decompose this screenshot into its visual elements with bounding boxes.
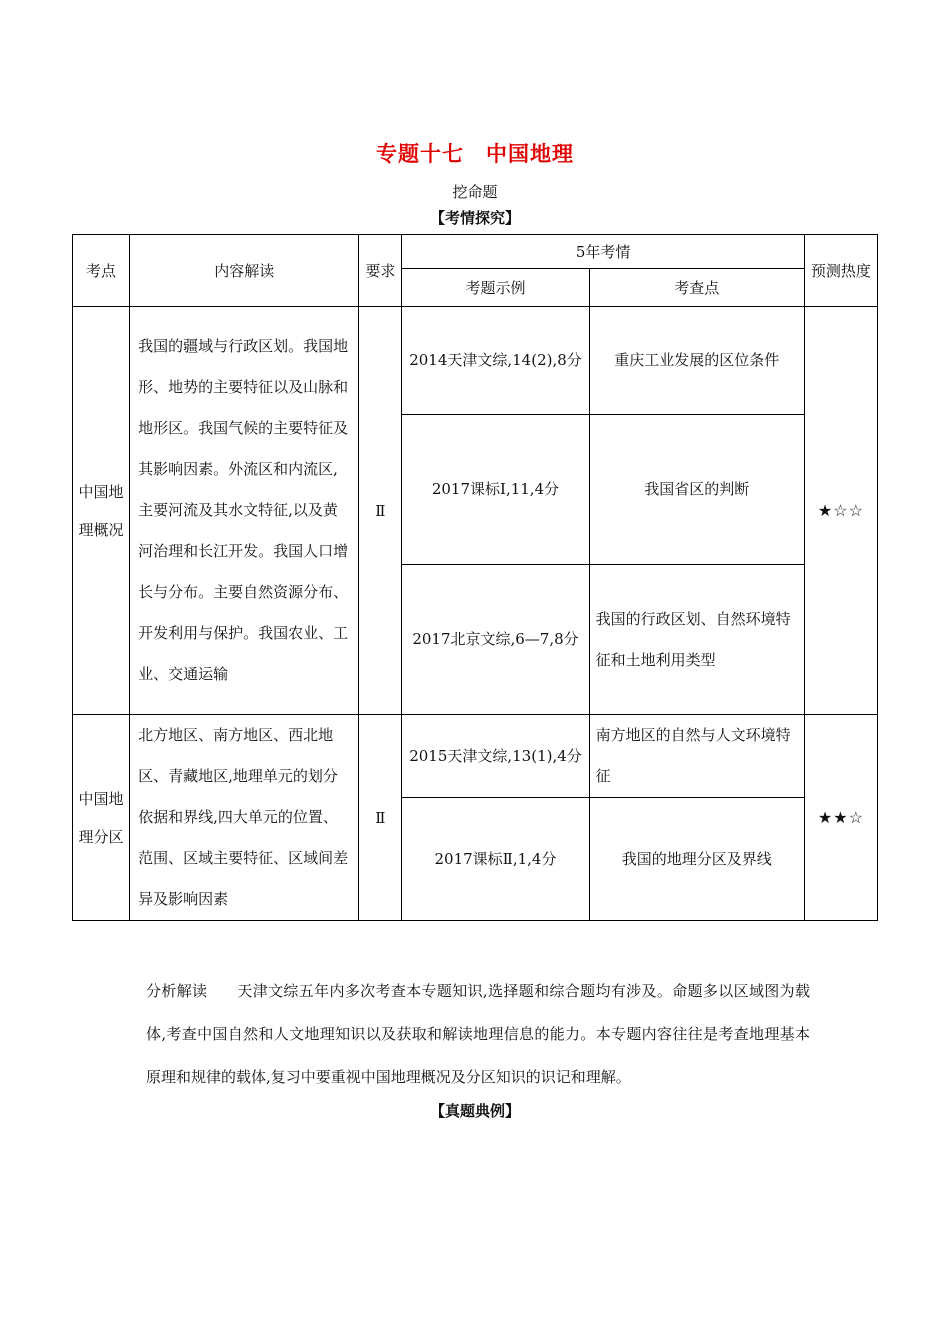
table-row xyxy=(73,307,878,415)
header-neirong: 内容解读 xyxy=(130,235,359,307)
table-header-row xyxy=(73,235,878,269)
header-heat: 预测热度 xyxy=(804,235,877,307)
header-five-year: 5年考情 xyxy=(402,235,804,269)
analysis-label: 分析解读 xyxy=(146,982,208,1000)
heat-rating: ★☆☆ xyxy=(804,307,877,715)
page-title: 专题十七 中国地理 xyxy=(376,142,574,166)
analysis-paragraph xyxy=(146,970,810,1099)
header-kaodian: 考点 xyxy=(73,235,130,307)
header-yaoqiu: 要求 xyxy=(359,235,402,307)
section-heading-zhenti: 【真题典例】 xyxy=(429,1102,520,1120)
heat-rating: ★★☆ xyxy=(804,715,877,921)
exam-point-cell: 我国省区的判断 xyxy=(589,415,804,565)
requirement-cell: Ⅱ xyxy=(359,307,402,715)
exam-point-cell: 南方地区的自然与人文环境特征 xyxy=(589,715,804,798)
exam-analysis-table xyxy=(72,234,878,921)
table-row xyxy=(73,715,878,798)
exam-example-cell: 2014天津文综,14(2),8分 xyxy=(402,307,589,415)
content-cell: 我国的疆域与行政区划。我国地形、地势的主要特征以及山脉和地形区。我国气候的主要特征及其影响因素。外流区和内流区,主要河流及其水文特征,以及黄河治理和长江开发。我国人口增长与分布。主要自然资源分布、开发利用与保护。我国农业、工业、交通运输 xyxy=(130,307,359,715)
exam-point-cell: 我国的地理分区及界线 xyxy=(589,798,804,921)
section-heading-kaoqing: 【考情探究】 xyxy=(429,209,520,227)
exam-example-cell: 2017课标Ⅰ,11,4分 xyxy=(402,415,589,565)
exam-example-cell: 2017北京文综,6—7,8分 xyxy=(402,565,589,715)
requirement-cell: Ⅱ xyxy=(359,715,402,921)
exam-example-cell: 2015天津文综,13(1),4分 xyxy=(402,715,589,798)
analysis-text: 天津文综五年内多次考查本专题知识,选择题和综合题均有涉及。命题多以区域图为载体,考查中国自然和人文地理知识以及获取和解读地理信息的能力。本专题内容往往是考查地理基本原理和规律的载体,复习中要重视中国地理概况及分区知识的识记和理解。 xyxy=(146,982,810,1086)
topic-cell: 中国地理分区 xyxy=(73,715,130,921)
subtitle: 挖命题 xyxy=(452,183,498,201)
exam-point-cell: 重庆工业发展的区位条件 xyxy=(589,307,804,415)
header-checkpoint: 考查点 xyxy=(589,269,804,307)
exam-example-cell: 2017课标Ⅱ,1,4分 xyxy=(402,798,589,921)
exam-point-cell: 我国的行政区划、自然环境特征和土地利用类型 xyxy=(589,565,804,715)
topic-cell: 中国地理概况 xyxy=(73,307,130,715)
content-cell: 北方地区、南方地区、西北地区、青藏地区,地理单元的划分依据和界线,四大单元的位置、范围、区域主要特征、区域间差异及影响因素 xyxy=(130,715,359,921)
header-example: 考题示例 xyxy=(402,269,589,307)
